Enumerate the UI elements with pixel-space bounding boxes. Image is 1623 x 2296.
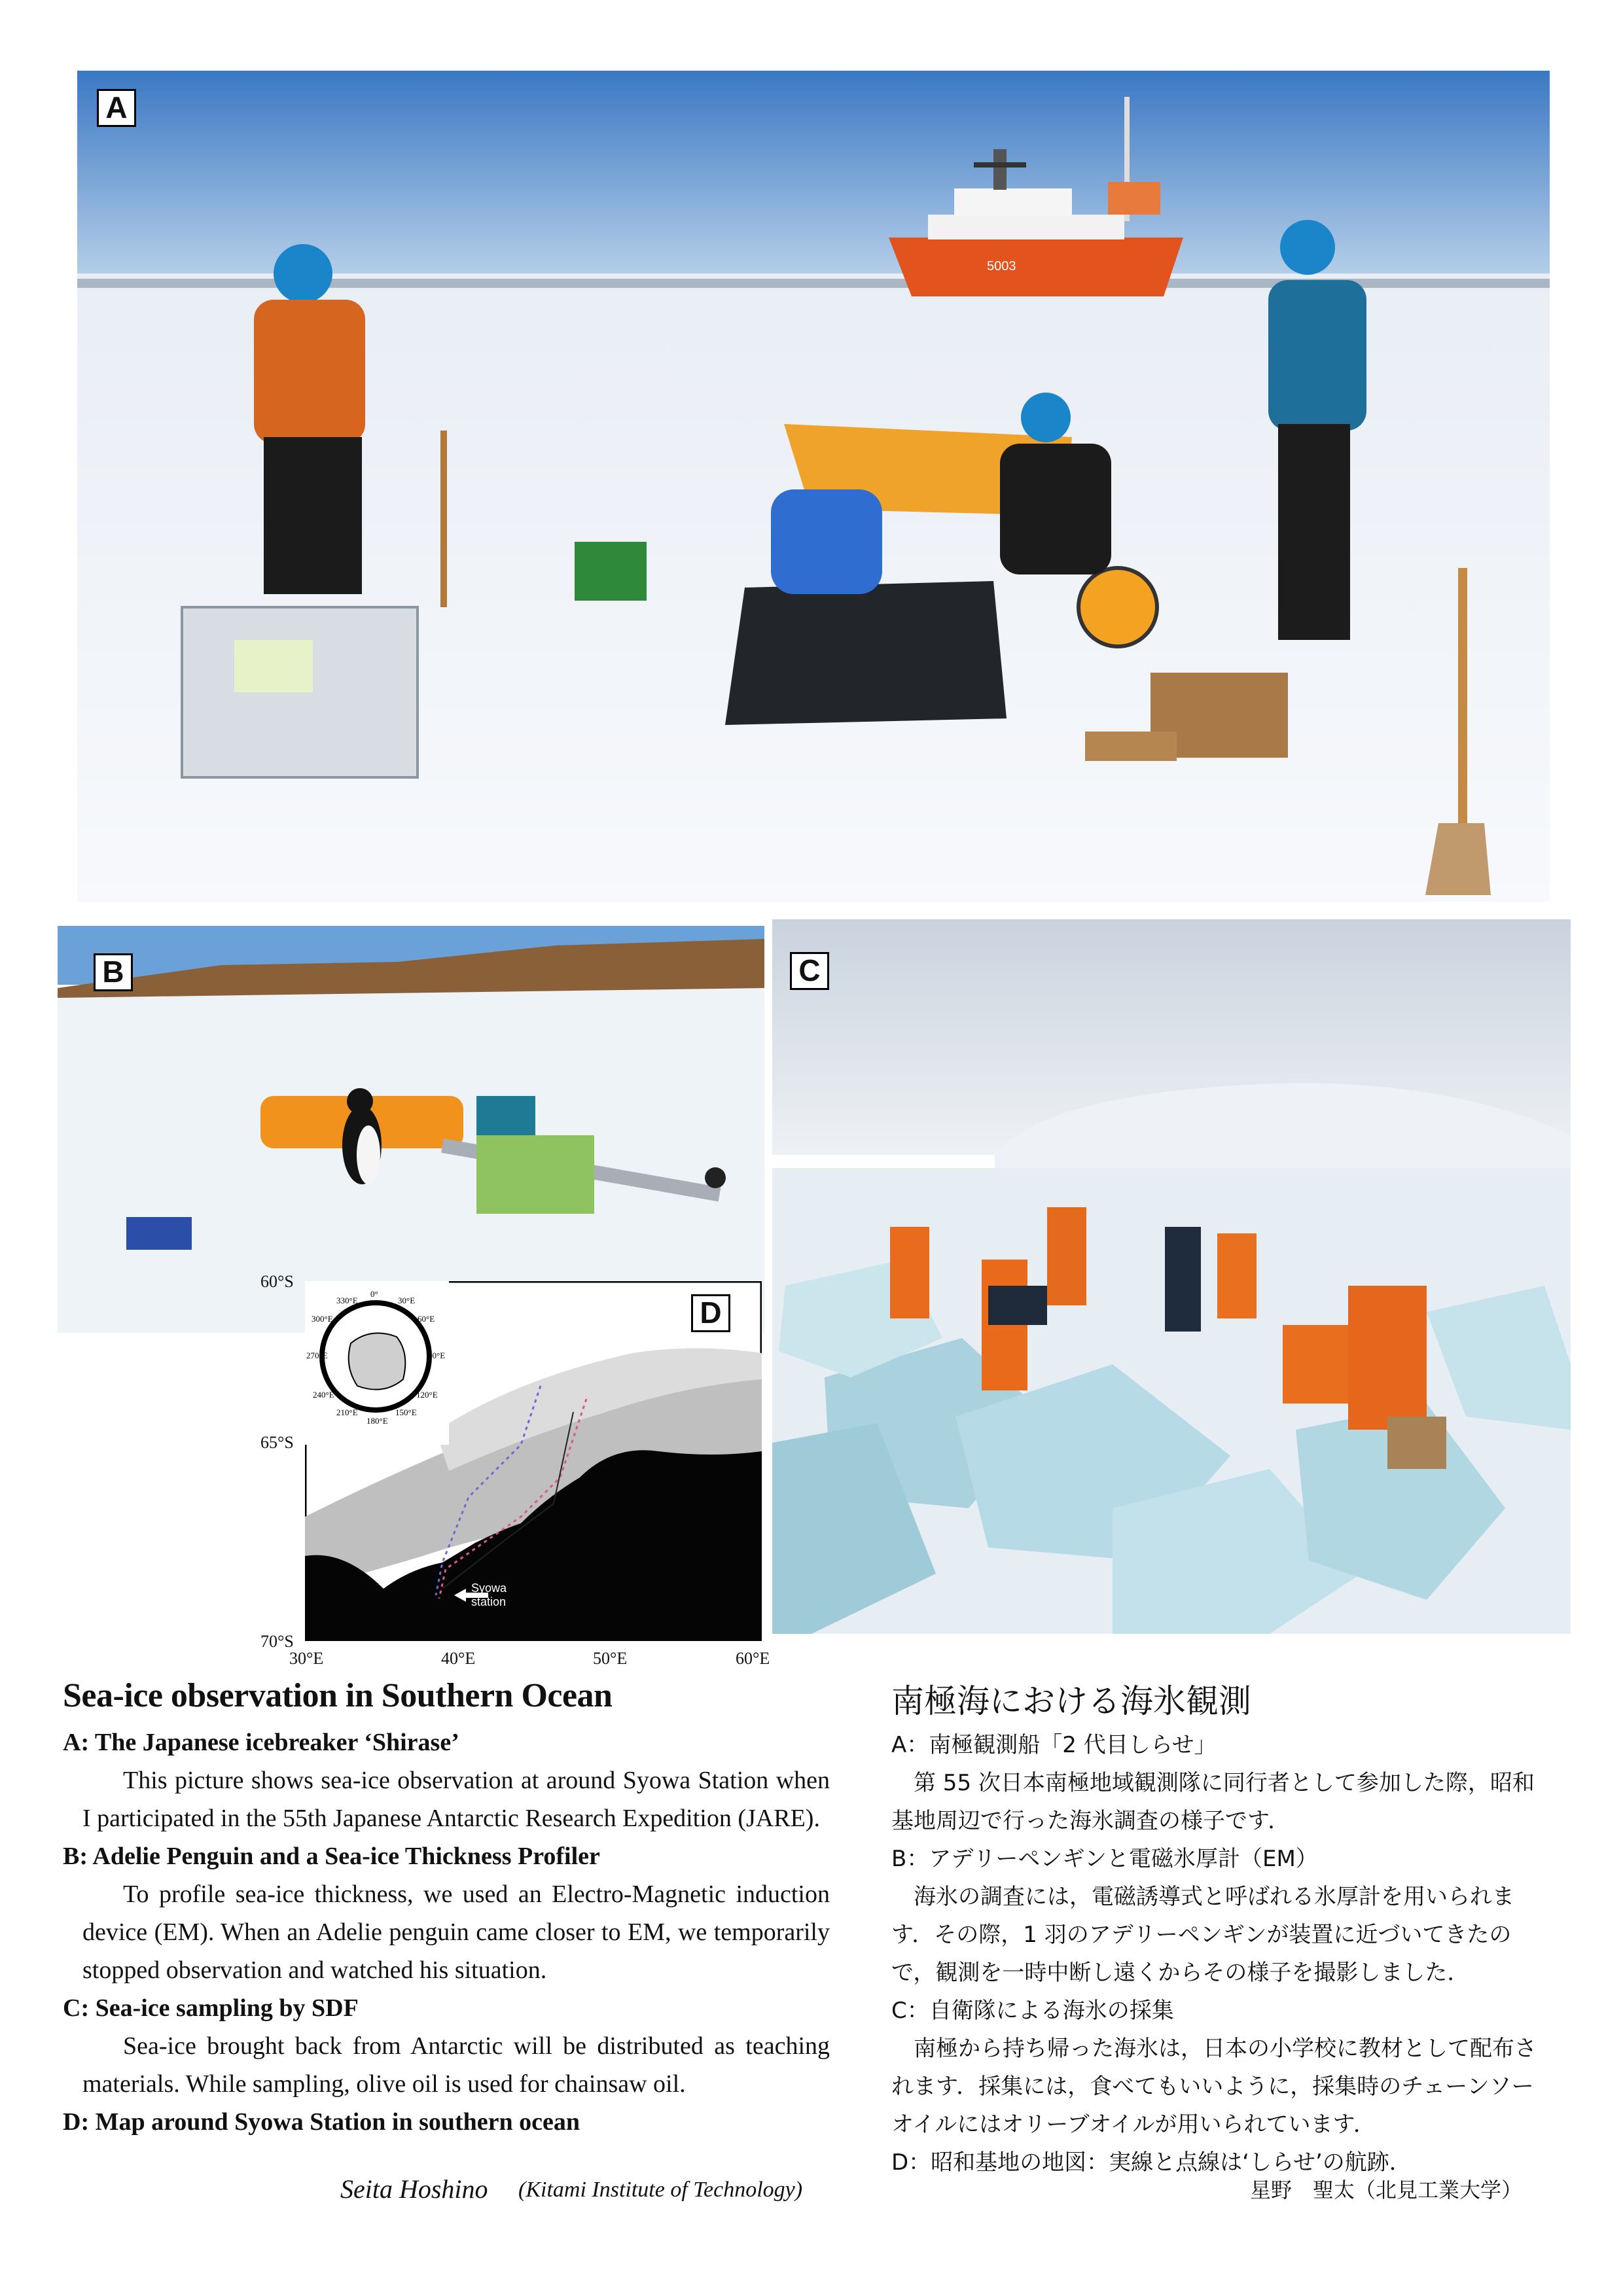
photo-b [58,926,764,1333]
japanese-author: 星野 聖太（北見工業大学） [1250,2178,1523,2202]
japanese-d-line: D：昭和基地の地図：実線と点線は‘しらせ’の航跡． [891,2149,1412,2176]
english-d-heading: D: Map around Syowa Station in southern ocean [63,2108,580,2136]
station-label-line1: Syowa [471,1581,507,1595]
english-a-text: This picture shows sea-ice observation at around Syowa Station when I participated in the 55th Japanese Antarctic Research Expedition (JARE). [82,1767,830,1832]
label-d: D [691,1294,730,1332]
english-body [63,1723,830,2141]
english-title: Sea-ice observation in Southern Ocean [63,1677,613,1714]
map-lon-30e: 30°E [289,1649,324,1668]
map-lon-40e: 40°E [441,1649,476,1668]
map-lon-50e: 50°E [593,1649,628,1668]
japanese-c-heading: C：自衛隊による海氷の採集 [891,1998,1174,2024]
japanese-c-text: 南極から持ち帰った海氷は，日本の小学校に教材として配布されます．採集には，食べてもいいように，採集時のチェーンソーオイルにはオリーブオイルが用いられています． [891,2036,1537,2138]
svg-text:120°E: 120°E [416,1390,438,1400]
japanese-title: 南極海における海氷観測 [891,1682,1251,1720]
english-c-heading: C: Sea-ice sampling by SDF [63,1994,359,2022]
label-a: A [97,89,136,127]
map-d [305,1281,762,1641]
station-label-line2: station [471,1595,507,1608]
label-b: B [94,953,133,991]
ship-number: 5003 [987,259,1016,274]
japanese-b-heading: B：アデリーペンギンと電磁氷厚計（EM） [891,1846,1318,1872]
map-lat-60s: 60°S [260,1272,294,1291]
japanese-body [891,1726,1552,2181]
japanese-a-heading: A：南極観測船「2 代目しらせ」 [891,1732,1217,1758]
map-lat-65s: 65°S [260,1433,294,1452]
svg-text:330°E: 330°E [336,1296,358,1305]
svg-text:180°E: 180°E [366,1416,388,1426]
english-affiliation: (Kitami Institute of Technology) [518,2178,803,2202]
english-b-heading: B: Adelie Penguin and a Sea-ice Thickness Profiler [63,1843,600,1870]
svg-text:0°: 0° [370,1289,378,1299]
svg-text:150°E: 150°E [395,1407,417,1417]
svg-text:270°E: 270°E [306,1351,328,1360]
person-blue-crouching [771,489,882,594]
english-author: Seita Hoshino [340,2174,488,2204]
svg-text:60°E: 60°E [418,1314,435,1324]
map-lon-60e: 60°E [736,1649,770,1668]
english-c-text: Sea-ice brought back from Antarctic will be distributed as teaching materials. While sampling, olive oil is used for chainsaw oil. [82,2032,830,2098]
map-lat-70s: 70°S [260,1632,294,1651]
japanese-b-text: 海氷の調査には，電磁誘導式と呼ばれる氷厚計を用いられます．その際，1 羽のアデリーペンギンが装置に近づいてきたので，観測を一時中断し遠くからその様子を撮影しました． [891,1884,1514,1986]
photo-c [772,919,1571,1634]
svg-text:300°E: 300°E [312,1314,333,1324]
english-a-heading: A: The Japanese icebreaker ‘Shirase’ [63,1729,459,1756]
svg-text:90°E: 90°E [428,1351,446,1360]
photo-a [77,71,1550,902]
svg-text:30°E: 30°E [398,1296,416,1305]
japanese-a-text: 第 55 次日本南極地域観測隊に同行者として参加した際，昭和基地周辺で行った海氷調査の様子です． [891,1770,1535,1834]
svg-text:240°E: 240°E [313,1390,334,1400]
label-c: C [790,952,829,990]
inset-antarctica-map [305,1281,449,1445]
english-b-text: To profile sea-ice thickness, we used an Electro-Magnetic induction device (EM). When an Adelie penguin came closer to EM, we temporarily stopped observation and watched his situation. [82,1881,830,1984]
svg-text:210°E: 210°E [336,1407,358,1417]
